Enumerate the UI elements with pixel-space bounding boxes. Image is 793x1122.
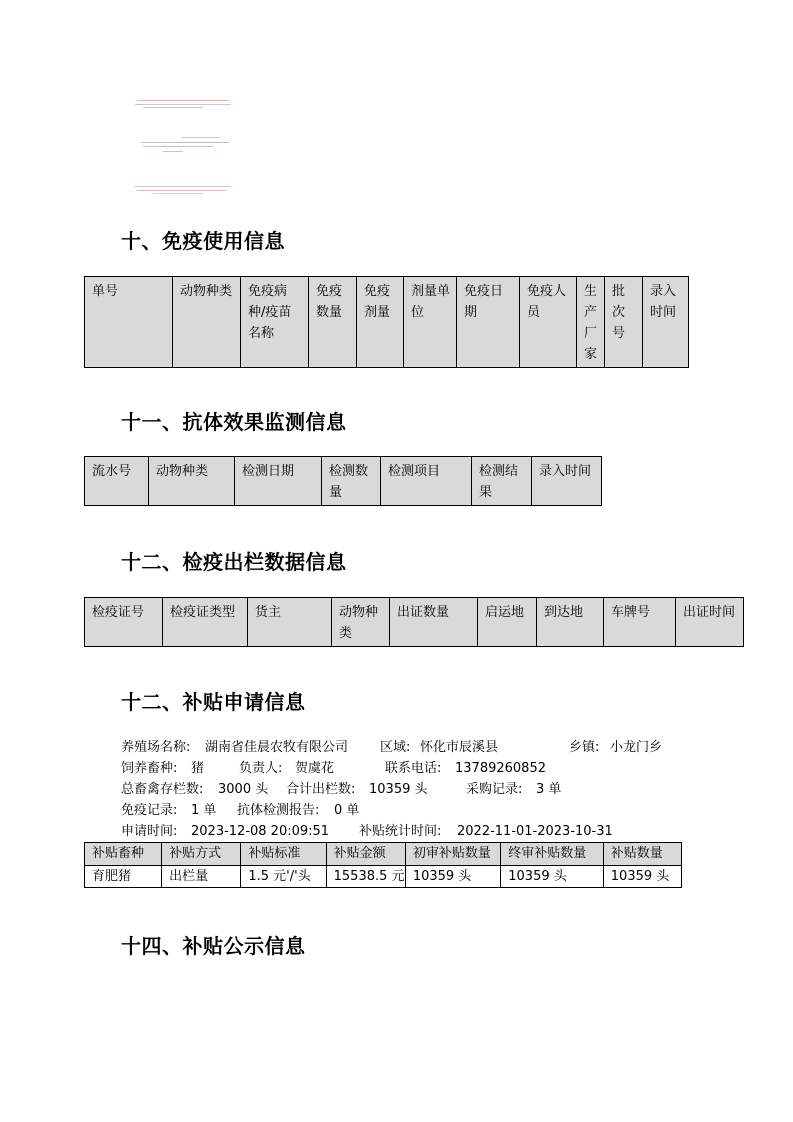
table-header-row (85, 277, 689, 368)
table-cell: 10359 头 (501, 866, 604, 888)
immunization-table (84, 276, 689, 368)
out-value: 10359 头 (369, 782, 428, 797)
column-header: 免疫人员 (520, 277, 577, 368)
column-header: 检测日期 (235, 457, 322, 506)
immune-record-value: 1 单 (191, 803, 217, 818)
section-12-quarantine-heading: 十二、检疫出栏数据信息 (121, 550, 347, 574)
species-label: 饲养畜种: (121, 761, 178, 776)
section-14-heading: 十四、补贴公示信息 (121, 934, 306, 958)
column-header: 补贴标准 (241, 843, 326, 866)
column-header: 免疫数量 (309, 277, 357, 368)
column-header: 动物种类 (149, 457, 235, 506)
owner-value: 贺虞花 (295, 761, 335, 776)
table-cell: 15538.5 元 (326, 866, 405, 888)
farm-name-label: 养殖场名称: (121, 740, 191, 755)
immune-record-label: 免疫记录: (121, 803, 178, 818)
antibody-monitoring-table (84, 456, 602, 506)
table-cell: 1.5 元'/'头 (241, 866, 326, 888)
column-header: 批次号 (605, 277, 643, 368)
column-header: 出证数量 (390, 598, 478, 647)
out-label: 合计出栏数: (286, 782, 356, 797)
column-header: 免疫剂量 (357, 277, 404, 368)
column-header: 补贴畜种 (85, 843, 162, 866)
column-header: 检疫证类型 (163, 598, 248, 647)
stat-time-value: 2022-11-01-2023-10-31 (457, 824, 613, 839)
antibody-report-value: 0 单 (334, 803, 360, 818)
document-thumbnail-1 (133, 97, 235, 111)
stat-time-label: 补贴统计时间: (359, 824, 442, 839)
column-header: 免疫日期 (457, 277, 520, 368)
antibody-report-label: 抗体检测报告: (237, 803, 320, 818)
column-header: 检测结果 (472, 457, 532, 506)
town-label: 乡镇: (569, 740, 600, 755)
table-header-row (85, 457, 602, 506)
owner-label: 负责人: (239, 761, 283, 776)
column-header: 货主 (248, 598, 332, 647)
column-header: 出证时间 (676, 598, 744, 647)
column-header: 检测项目 (381, 457, 472, 506)
table-cell: 育肥猪 (85, 866, 162, 888)
column-header: 检测数量 (322, 457, 381, 506)
column-header: 终审补贴数量 (501, 843, 604, 866)
column-header: 到达地 (537, 598, 604, 647)
column-header: 免疫病种/疫苗名称 (241, 277, 309, 368)
table-cell: 10359 头 (405, 866, 500, 888)
column-header: 初审补贴数量 (405, 843, 500, 866)
section-12-subsidy-heading: 十二、补贴申请信息 (121, 690, 306, 714)
quarantine-table (84, 597, 744, 647)
table-row (85, 866, 682, 888)
column-header: 动物种类 (332, 598, 390, 647)
document-thumbnail-3 (133, 182, 235, 196)
stock-value: 3000 头 (218, 782, 269, 797)
table-cell: 出栏量 (162, 866, 241, 888)
subsidy-table (84, 842, 682, 888)
column-header: 生产厂家 (577, 277, 605, 368)
column-header: 流水号 (85, 457, 149, 506)
farm-name-value: 湖南省佳晨农牧有限公司 (205, 740, 349, 755)
document-thumbnail-2 (133, 133, 235, 157)
town-value: 小龙门乡 (610, 740, 663, 755)
column-header: 补贴数量 (603, 843, 681, 866)
apply-time-label: 申请时间: (121, 824, 178, 839)
column-header: 剂量单位 (404, 277, 457, 368)
species-value: 猪 (191, 761, 205, 776)
column-header: 录入时间 (532, 457, 602, 506)
table-header-row (85, 843, 682, 866)
column-header: 启运地 (478, 598, 537, 647)
column-header: 车牌号 (604, 598, 676, 647)
stock-label: 总畜禽存栏数: (121, 782, 204, 797)
column-header: 动物种类 (173, 277, 241, 368)
section-10-heading: 十、免疫使用信息 (121, 229, 285, 253)
table-cell: 10359 头 (603, 866, 681, 888)
purchase-label: 采购记录: (466, 782, 523, 797)
column-header: 检疫证号 (85, 598, 163, 647)
column-header: 补贴方式 (162, 843, 241, 866)
apply-time-value: 2023-12-08 20:09:51 (191, 824, 330, 839)
column-header: 录入时间 (643, 277, 689, 368)
table-header-row (85, 598, 744, 647)
area-label: 区域: (380, 740, 411, 755)
column-header: 单号 (85, 277, 173, 368)
phone-label: 联系电话: (385, 761, 442, 776)
phone-value: 13789260852 (455, 761, 546, 776)
purchase-value: 3 单 (536, 782, 562, 797)
area-value: 怀化市辰溪县 (420, 740, 499, 755)
column-header: 补贴金额 (326, 843, 405, 866)
section-11-heading: 十一、抗体效果监测信息 (121, 410, 347, 434)
